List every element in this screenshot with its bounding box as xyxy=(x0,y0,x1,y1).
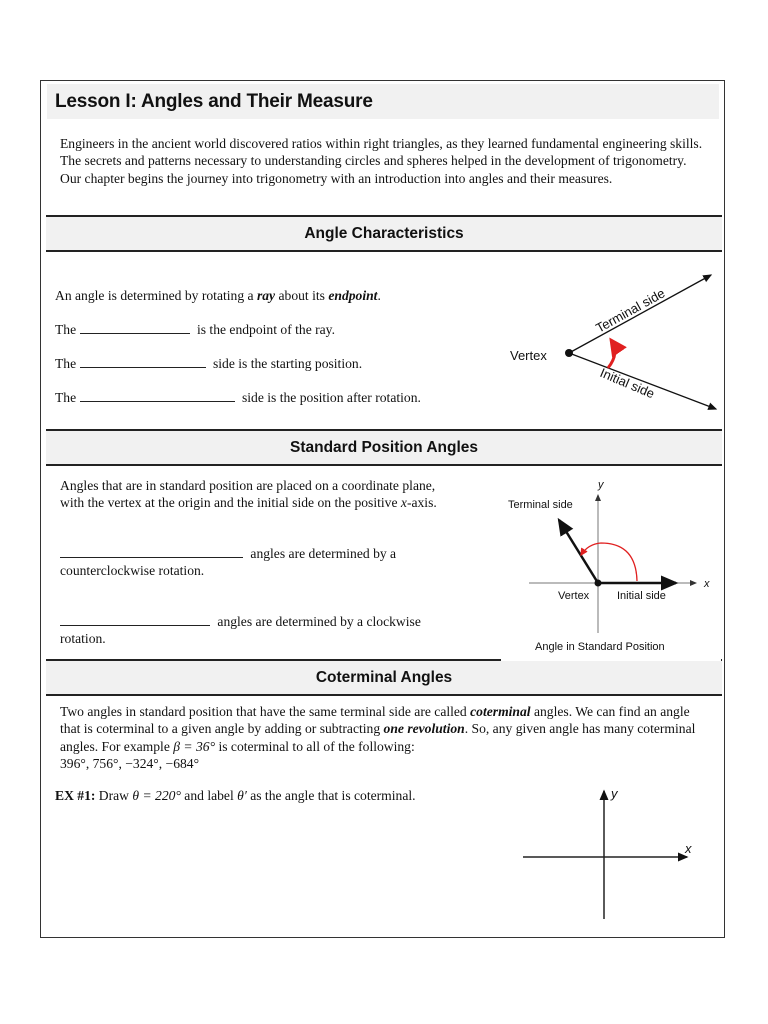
text: . xyxy=(377,288,381,303)
blank-line[interactable] xyxy=(80,390,235,402)
text: Angles that are in standard position are placed on a coordinate plane, with the vertex at the origin and the initial side on the positive xyxy=(60,478,436,511)
angle-parts-diagram xyxy=(496,263,721,423)
text: about its xyxy=(275,288,329,303)
lesson-intro-paragraph: Engineers in the ancient world discovered ratios within right triangles, as they learned fundamental engineering skills. The secrets and patterns necessary to understanding circles and spheres helped in the development of trigonometry. Our chapter begins the journey into trigonometry with an introduction into angles and their measures. xyxy=(60,136,703,186)
x-axis-label: x xyxy=(685,841,692,856)
y-axis-label: y xyxy=(611,786,618,801)
fill-in-vertex xyxy=(55,321,335,338)
blank-line[interactable] xyxy=(80,322,190,334)
vertex-label: Vertex xyxy=(510,348,547,363)
text: angles are determined by a clockwise rotation. xyxy=(60,614,421,647)
fill-in-terminal xyxy=(55,389,421,406)
section-header-angle-characteristics: Angle Characteristics xyxy=(46,215,722,252)
vertex-label: Vertex xyxy=(558,590,590,602)
terminal-side-label: Terminal side xyxy=(508,499,573,511)
terminal-ray xyxy=(569,275,711,353)
text: is the endpoint of the ray. xyxy=(196,322,335,337)
rotation-arrow-icon xyxy=(608,340,615,368)
text: x xyxy=(400,495,407,511)
coterminal-values: 396°, 756°, −324°, −684° xyxy=(60,756,200,772)
initial-side-label: Initial side xyxy=(617,590,666,602)
term-endpoint: endpoint xyxy=(328,288,378,303)
fill-in-negative-angles xyxy=(60,613,460,648)
section-header-standard-position: Standard Position Angles xyxy=(46,429,722,466)
text: angles are determined by a counterclockwise rotation. xyxy=(60,546,397,579)
initial-side-label: Initial side xyxy=(597,364,657,402)
term-ray: ray xyxy=(256,288,276,303)
fill-in-positive-angles xyxy=(60,545,460,580)
lesson-page-frame xyxy=(40,80,725,938)
text: side is the starting position. xyxy=(212,356,363,371)
terminal-side-label: Terminal side xyxy=(593,285,668,336)
text: -axis. xyxy=(406,495,437,511)
angle-definition xyxy=(55,287,495,304)
math-beta: β = 36° xyxy=(173,738,216,754)
text: is coterminal to all of the following: xyxy=(215,738,415,754)
text: An angle is determined by rotating a xyxy=(55,288,257,303)
example-axes[interactable] xyxy=(519,781,709,926)
text: The xyxy=(55,390,77,405)
blank-line[interactable] xyxy=(60,546,243,558)
header-line-gap xyxy=(501,657,721,661)
text: and label xyxy=(180,788,238,803)
text: The xyxy=(55,356,77,371)
blank-line[interactable] xyxy=(60,614,210,626)
text: . So, any given angle has many coterminal angles. For example xyxy=(60,721,696,754)
standard-position-diagram xyxy=(496,473,721,658)
standard-position-definition xyxy=(60,477,460,512)
term-one-revolution: one revolution xyxy=(383,721,465,737)
x-axis-label: x xyxy=(704,578,710,590)
coterminal-definition xyxy=(60,703,710,773)
term-coterminal: coterminal xyxy=(470,704,531,719)
y-axis-label: y xyxy=(598,479,604,491)
fill-in-initial xyxy=(55,355,362,372)
text: The xyxy=(55,322,77,337)
section-header-coterminal: Coterminal Angles xyxy=(46,659,722,696)
text: angles. We can find an angle that is coterminal to a given angle by adding or subtracting xyxy=(60,704,690,737)
text: Two angles in standard position that have the same terminal side are called xyxy=(60,704,471,719)
math-theta: θ = 220° xyxy=(132,788,181,803)
math-theta-prime: θ′ xyxy=(237,788,247,803)
example-1 xyxy=(55,787,525,804)
vertex-point xyxy=(565,349,573,357)
text: as the angle that is coterminal. xyxy=(246,788,416,803)
rotation-arrow-icon xyxy=(581,543,637,581)
example-label: EX #1: xyxy=(55,788,96,803)
text: Draw xyxy=(95,788,133,803)
terminal-side-ray xyxy=(559,520,598,583)
diagram-caption: Angle in Standard Position xyxy=(535,641,665,653)
blank-line[interactable] xyxy=(80,356,206,368)
vertex-point xyxy=(595,580,602,587)
text: side is the position after rotation. xyxy=(241,390,421,405)
lesson-title: Lesson I: Angles and Their Measure xyxy=(47,84,719,119)
